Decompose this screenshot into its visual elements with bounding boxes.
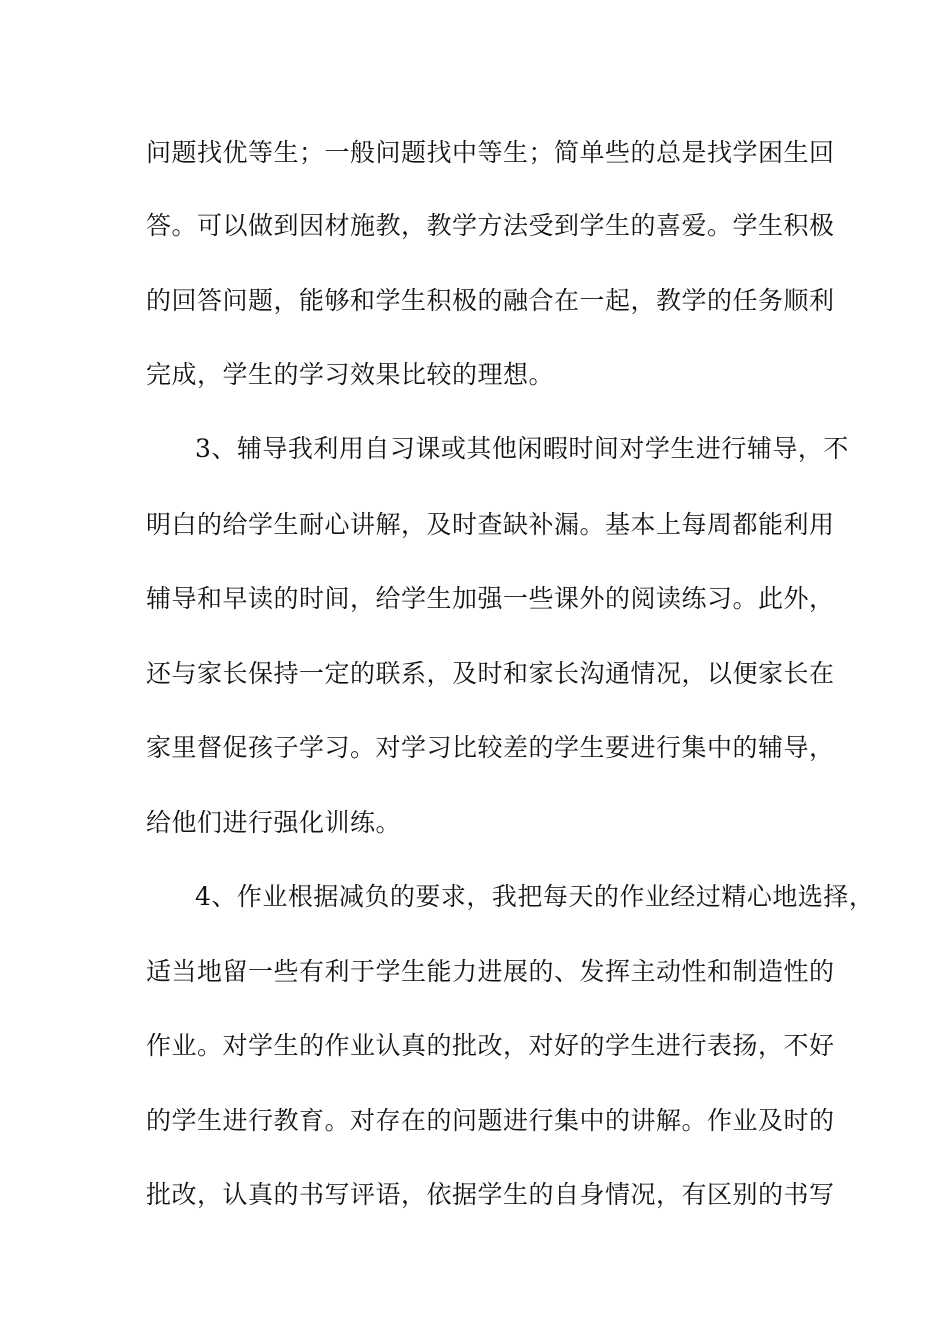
paragraph-4-first-line: 4、作业根据减负的要求，我把每天的作业经过精心地选择， <box>195 882 875 911</box>
paragraph-3-first-line: 3、辅导我利用自习课或其他闲暇时间对学生进行辅导，不 <box>195 434 849 463</box>
text-line: 完成，学生的学习效果比较的理想。 <box>146 360 555 389</box>
text-line: 明白的给学生耐心讲解，及时查缺补漏。基本上每周都能利用 <box>146 510 835 539</box>
text-line: 的回答问题，能够和学生积极的融合在一起，教学的任务顺利 <box>146 286 835 315</box>
text-line: 家里督促孩子学习。对学习比较差的学生要进行集中的辅导， <box>146 733 835 762</box>
text-line: 还与家长保持一定的联系，及时和家长沟通情况，以便家长在 <box>146 659 835 688</box>
text-line: 作业。对学生的作业认真的批改，对好的学生进行表扬，不好 <box>146 1031 835 1060</box>
text-line: 辅导和早读的时间，给学生加强一些课外的阅读练习。此外， <box>146 584 835 613</box>
text-line: 答。可以做到因材施教，教学方法受到学生的喜爱。学生积极 <box>146 211 835 240</box>
text-line: 适当地留一些有利于学生能力进展的、发挥主动性和制造性的 <box>146 957 835 986</box>
text-line: 给他们进行强化训练。 <box>146 808 402 837</box>
text-line: 问题找优等生；一般问题找中等生；简单些的总是找学困生回 <box>146 138 835 167</box>
text-line: 的学生进行教育。对存在的问题进行集中的讲解。作业及时的 <box>146 1106 835 1135</box>
text-line: 批改，认真的书写评语，依据学生的自身情况，有区别的书写 <box>146 1180 835 1209</box>
